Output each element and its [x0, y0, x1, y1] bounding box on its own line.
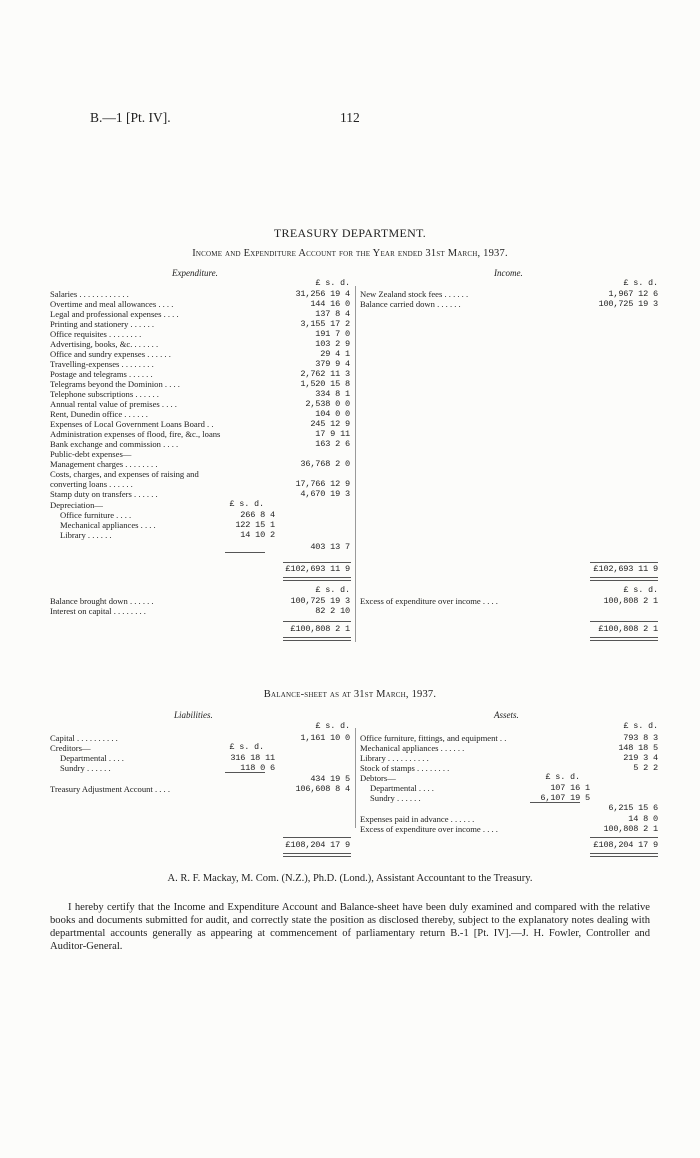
expenditure-item-row	[50, 409, 350, 419]
excess-item-amount: 100,808 2 1	[603, 596, 658, 606]
depreciation-item-row	[60, 510, 275, 520]
account-column-divider	[355, 286, 356, 642]
page-reference: B.—1 [Pt. IV].	[90, 110, 171, 125]
expenditure-item-label: converting loans . . . . . .	[50, 479, 133, 489]
asset-item-amount: 219 3 4	[623, 753, 658, 763]
expenditure-item-label: Administration expenses of flood, fire, &c., loans	[50, 429, 221, 439]
balance-brought-item-amount: 100,725 19 3	[290, 596, 350, 606]
debtors-total: 6,215 15 6	[608, 803, 658, 813]
left2-total-top-rule	[283, 621, 351, 622]
expenditure-item-label: Office requisites . . . . . . . .	[50, 329, 142, 339]
depreciation-item-row	[60, 530, 275, 540]
depreciation-item-amount: 266 8 4	[240, 510, 275, 520]
expenditure-heading: Expenditure.	[172, 268, 218, 278]
asset-item-label: Expenses paid in advance . . . . . .	[360, 814, 475, 824]
expenditure-item-amount: 191 7 0	[315, 329, 350, 339]
expenditure-item-row	[50, 379, 350, 389]
page-number: 112	[340, 110, 360, 125]
creditor-item-row	[60, 753, 275, 763]
asset-total-double-rule	[590, 853, 658, 857]
expenditure-item-row	[50, 309, 350, 319]
expenditure-item-row	[50, 429, 350, 439]
depreciation-item-amount: 14 10 2	[240, 530, 275, 540]
expenditure-item-row	[50, 319, 350, 329]
expenditure-item-amount: 103 2 9	[315, 339, 350, 349]
asset-item-label: Stock of stamps . . . . . . . .	[360, 763, 450, 773]
expenditure-item-amount: 29 4 1	[320, 349, 350, 359]
asset-item-amount: 14 8 0	[628, 814, 658, 824]
assets-total: £108,204 17 9	[593, 840, 658, 850]
asset-item-amount: 100,808 2 1	[603, 824, 658, 834]
exp2-currency-header: £ s. d.	[315, 586, 350, 595]
debtor-item-label: Sundry . . . . . .	[370, 793, 421, 803]
exp-total-top-rule	[283, 562, 351, 563]
balance-sheet-heading: Balance-sheet as at 31st March, 1937.	[263, 689, 437, 700]
expenditure-item-label: Postage and telegrams . . . . . .	[50, 369, 153, 379]
liabilities-total: £108,204 17 9	[285, 840, 350, 850]
right2-total-top-rule	[590, 621, 658, 622]
expenditure-item-row	[50, 389, 350, 399]
inc-total-double-rule	[590, 577, 658, 581]
liab-currency-header: £ s. d.	[315, 722, 350, 731]
expenditure-item-amount: 334 8 1	[315, 389, 350, 399]
income-item-row	[360, 289, 658, 299]
expenditure-item-label: Telegrams beyond the Dominion . . . .	[50, 379, 180, 389]
asset-item-row	[360, 733, 658, 743]
balance-brought-item-label: Balance brought down . . . . . .	[50, 596, 154, 606]
income-account-heading: Income and Expenditure Account for the Year ended 31st March, 1937.	[192, 248, 508, 259]
expenditure-item-label: Bank exchange and commission . . . .	[50, 439, 179, 449]
expenditure-item-row	[50, 299, 350, 309]
expenditure-item-label: Stamp duty on transfers . . . . . .	[50, 489, 158, 499]
income-item-label: New Zealand stock fees . . . . . .	[360, 289, 469, 299]
expenditure-item-label: Costs, charges, and expenses of raising and	[50, 469, 199, 479]
balance-brought-item-row	[50, 606, 350, 616]
expenditure-item-row	[50, 449, 350, 459]
expenditure-item-label: Legal and professional expenses . . . .	[50, 309, 179, 319]
document-title: TREASURY DEPARTMENT.	[273, 226, 427, 240]
expenditure-item-amount: 17 9 11	[315, 429, 350, 439]
expenditure-item-amount: 144 16 0	[310, 299, 350, 309]
creditor-item-amount: 316 18 11	[230, 753, 275, 763]
expenditure-item-row	[50, 359, 350, 369]
expenditure-item-row	[50, 339, 350, 349]
income-item-amount: 1,967 12 6	[608, 289, 658, 299]
asset-item-amount: 793 8 3	[623, 733, 658, 743]
balance-brought-item-label: Interest on capital . . . . . . . .	[50, 606, 146, 616]
asset-currency-header: £ s. d.	[623, 722, 658, 731]
debtors-currency-header: £ s. d.	[545, 773, 580, 782]
creditor-item-amount: 118 0 6	[240, 763, 275, 773]
income-heading: Income.	[494, 268, 523, 278]
expenditure-item-amount: 1,520 15 8	[300, 379, 350, 389]
income-item-amount: 100,725 19 3	[598, 299, 658, 309]
depreciation-item-label: Office furniture . . . .	[60, 510, 132, 520]
asset-total-top-rule	[590, 837, 658, 838]
debtor-item-row	[370, 783, 590, 793]
expenditure-item-label: Printing and stationery . . . . . .	[50, 319, 155, 329]
debtor-item-label: Departmental . . . .	[370, 783, 434, 793]
expenditure-item-label: Travelling-expenses . . . . . . . .	[50, 359, 154, 369]
liab-total-top-rule	[283, 837, 351, 838]
inc2-currency-header: £ s. d.	[623, 586, 658, 595]
liabilities-heading: Liabilities.	[174, 710, 213, 720]
treasury-adjustment-amount: 106,608 8 4	[295, 784, 350, 794]
expenditure-item-amount: 2,538 0 0	[305, 399, 350, 409]
expenditure-item-amount: 31,256 19 4	[295, 289, 350, 299]
expenditure-item-row	[50, 329, 350, 339]
depreciation-total: 403 13 7	[310, 542, 350, 552]
expenditure-item-row	[50, 469, 350, 479]
audit-certificate: I hereby certify that the Income and Expenditure Account and Balance-sheet have been duly examined and compared with the relative books and documents submitted for audit, and correctly state the position as disclosed thereby, subject to the explanatory notes dealing with departmental accounts generally as appearing at commencement of parliamentary return B.-1 [Pt. IV].—J. H. Fowler, Controller and Auditor-General.	[50, 902, 650, 952]
expenditure-item-label: Management charges . . . . . . . .	[50, 459, 158, 469]
expenditure-item-row	[50, 479, 350, 489]
left2-total-double-rule	[283, 637, 351, 641]
depreciation-item-amount: 122 15 1	[235, 520, 275, 530]
creditor-item-label: Departmental . . . .	[60, 753, 124, 763]
depreciation-item-label: Library . . . . . .	[60, 530, 112, 540]
expenditure-item-amount: 3,155 17 2	[300, 319, 350, 329]
expenditure-item-label: Annual rental value of premises . . . .	[50, 399, 177, 409]
treasury-adjustment-row	[50, 784, 350, 794]
expenditure-item-amount: 104 0 0	[315, 409, 350, 419]
expenditure-item-label: Office and sundry expenses . . . . . .	[50, 349, 171, 359]
asset-item-row	[360, 814, 658, 824]
asset-item-label: Library . . . . . . . . . .	[360, 753, 429, 763]
expenditure-item-amount: 2,762 11 3	[300, 369, 350, 379]
expenditure-item-label: Salaries . . . . . . . . . . . .	[50, 289, 129, 299]
asset-item-row	[360, 824, 658, 834]
asset-item-amount: 148 18 5	[618, 743, 658, 753]
expenditure-item-amount: 36,768 2 0	[300, 459, 350, 469]
expenditure-item-label: Telephone subscriptions . . . . . .	[50, 389, 159, 399]
treasury-adjustment-label: Treasury Adjustment Account . . . .	[50, 784, 170, 794]
balance-column-divider	[355, 728, 356, 828]
capital-label: Capital . . . . . . . . . .	[50, 733, 118, 743]
liab-total-double-rule	[283, 853, 351, 857]
inc-total-top-rule	[590, 562, 658, 563]
expenditure-item-label: Rent, Dunedin office . . . . . .	[50, 409, 148, 419]
inc-currency-header: £ s. d.	[623, 279, 658, 288]
second-right-total: £100,808 2 1	[598, 624, 658, 634]
debtors-row	[360, 773, 520, 783]
depreciation-label: Depreciation—	[50, 500, 103, 510]
balance-brought-item-row	[50, 596, 350, 606]
asset-item-label: Excess of expenditure over income . . . .	[360, 824, 498, 834]
asset-item-row	[360, 743, 658, 753]
income-item-row	[360, 299, 658, 309]
debtors-label: Debtors—	[360, 773, 396, 783]
expenditure-item-row	[50, 349, 350, 359]
expenditure-item-row	[50, 399, 350, 409]
expenditure-item-amount: 17,766 12 9	[295, 479, 350, 489]
expenditure-item-label: Public-debt expenses—	[50, 449, 132, 459]
expenditure-item-row	[50, 419, 350, 429]
assets-heading: Assets.	[494, 710, 519, 720]
creditors-currency-header: £ s. d.	[229, 743, 264, 752]
expenditure-item-amount: 163 2 6	[315, 439, 350, 449]
expenditure-item-row	[50, 459, 350, 469]
depreciation-currency-header: £ s. d.	[229, 500, 264, 509]
asset-item-amount: 5 2 2	[633, 763, 658, 773]
asset-item-row	[360, 753, 658, 763]
expenditure-item-row	[50, 439, 350, 449]
signatory: A. R. F. Mackay, M. Com. (N.Z.), Ph.D. (Lond.), Assistant Accountant to the Treasury.	[167, 873, 533, 884]
creditors-label: Creditors—	[50, 743, 91, 753]
asset-item-label: Office furniture, fittings, and equipment . .	[360, 733, 507, 743]
debtors-subtotal-rule	[530, 802, 580, 803]
expenditure-item-amount: 245 12 9	[310, 419, 350, 429]
right2-total-double-rule	[590, 637, 658, 641]
asset-item-label: Mechanical appliances . . . . . .	[360, 743, 465, 753]
capital-amount: 1,161 10 0	[300, 733, 350, 743]
asset-item-row	[360, 763, 658, 773]
depreciation-item-label: Mechanical appliances . . . .	[60, 520, 156, 530]
expenditure-item-label: Advertising, books, &c. . . . . . .	[50, 339, 159, 349]
creditors-total: 434 19 5	[310, 774, 350, 784]
debtor-item-amount: 6,107 19 5	[540, 793, 590, 803]
expenditure-total: £102,693 11 9	[285, 564, 350, 574]
income-total: £102,693 11 9	[593, 564, 658, 574]
expenditure-item-amount: 379 9 4	[315, 359, 350, 369]
exp-total-double-rule	[283, 577, 351, 581]
income-item-label: Balance carried down . . . . . .	[360, 299, 461, 309]
creditors-subtotal-rule	[225, 772, 265, 773]
creditors-row	[50, 743, 210, 753]
second-left-total: £100,808 2 1	[290, 624, 350, 634]
expenditure-item-amount: 4,670 19 3	[300, 489, 350, 499]
creditor-item-label: Sundry . . . . . .	[60, 763, 111, 773]
depreciation-subtotal-rule	[225, 552, 265, 553]
expenditure-item-label: Expenses of Local Government Loans Board . .	[50, 419, 214, 429]
exp-currency-header: £ s. d.	[315, 279, 350, 288]
excess-item-row	[360, 596, 658, 606]
excess-item-label: Excess of expenditure over income . . . .	[360, 596, 498, 606]
expenditure-item-label: Overtime and meal allowances . . . .	[50, 299, 174, 309]
expenditure-item-row	[50, 369, 350, 379]
depreciation-item-row	[60, 520, 275, 530]
capital-row	[50, 733, 350, 743]
balance-brought-item-amount: 82 2 10	[315, 606, 350, 616]
expenditure-item-row	[50, 289, 350, 299]
expenditure-item-row	[50, 489, 350, 499]
debtor-item-amount: 107 16 1	[550, 783, 590, 793]
expenditure-item-amount: 137 8 4	[315, 309, 350, 319]
